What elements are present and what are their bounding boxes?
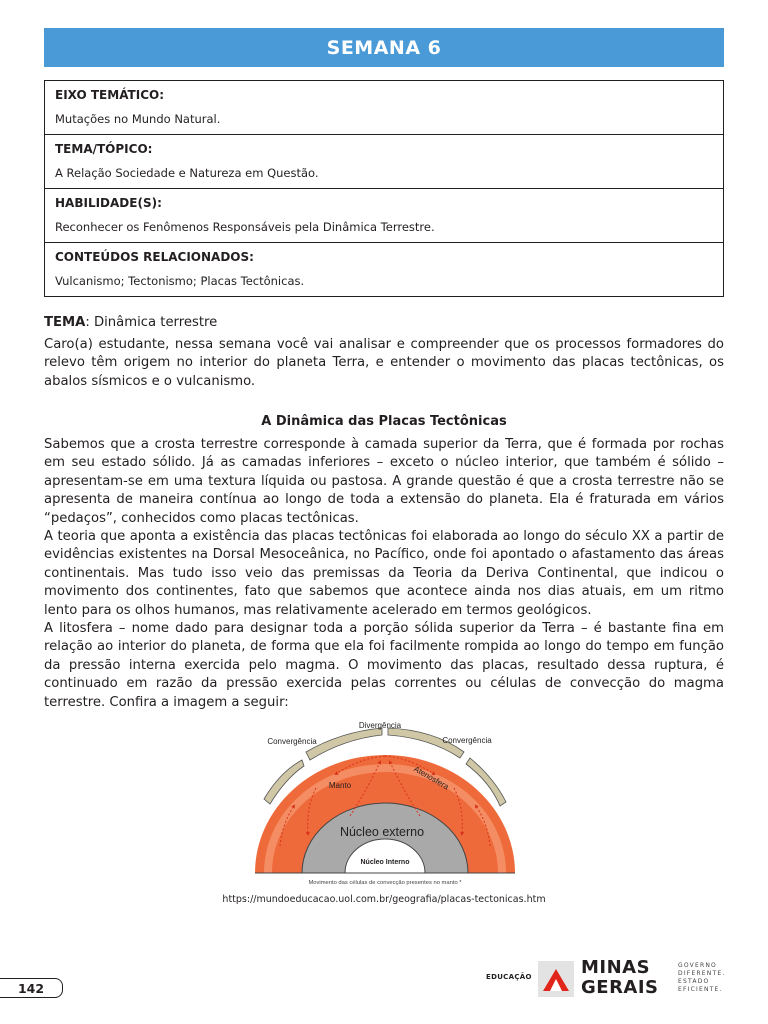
mantle-label: Manto (328, 781, 352, 790)
info-row-conteudos (45, 243, 723, 296)
inner-core-label: Núcleo Interno (360, 859, 410, 866)
left-plate-subducting (306, 728, 382, 760)
info-label: EIXO TEMÁTICO: (55, 88, 165, 102)
convergence-right-label: Convergência (442, 736, 492, 745)
minas-gerais-logo-icon (538, 961, 574, 997)
page-number (0, 978, 63, 998)
intro-paragraph: Caro(a) estudante, nessa semana você vai analisar e compreender que os processos formadores do relevo têm origem no interior do planeta Terra, e entender o movimento das placas tectônicas, os abalos sísmicos e o vulcanismo. (44, 337, 724, 389)
info-value: Reconhecer os Fenômenos Responsáveis pela Dinâmica Terrestre. (55, 220, 435, 234)
tema-label: TEMA (44, 315, 86, 330)
tagline-4: EFICIENTE. (678, 986, 723, 993)
info-value: Mutações no Mundo Natural. (55, 112, 221, 126)
tema-value: : Dinâmica terrestre (85, 315, 218, 330)
info-label: CONTEÚDOS RELACIONADOS: (55, 250, 254, 264)
info-value: A Relação Sociedade e Natureza em Questão. (55, 166, 319, 180)
tema-line (44, 314, 724, 332)
info-row-habilidades (45, 189, 723, 243)
info-label: HABILIDADE(S): (55, 196, 162, 210)
education-label: EDUCAÇÃO (486, 973, 532, 981)
info-label: TEMA/TÓPICO: (55, 142, 153, 156)
outer-core-label: Núcleo externo (339, 825, 425, 839)
logo-line-1: MINAS (581, 957, 651, 978)
week-title: SEMANA 6 (326, 36, 442, 59)
tagline-3: ESTADO (678, 978, 710, 985)
tagline-1: GOVERNO (678, 962, 717, 969)
page-number-text: 142 (17, 980, 45, 996)
triangle-icon (538, 961, 574, 997)
info-value: Vulcanismo; Tectonismo; Placas Tectônicas. (55, 274, 305, 288)
week-banner (44, 28, 724, 67)
source-url: https://mundoeducacao.uol.com.br/geografia/placas-tectonicas.htm (222, 894, 546, 905)
paragraph-lithosphere: A litosfera – nome dado para designar toda a porção sólida superior da Terra – é bastante fina em relação ao interior do planeta, de forma que ela foi facilmente rompida ao longo do tempo em função da pressão interna exercida pelo magma. O movimento das placas, resultado dessa ruptura, é continuado em razão da pressão exercida pelas correntes ou células de convecção do magma terrestre. Confira a imagem a seguir: (44, 621, 724, 710)
paragraph-crust: Sabemos que a crosta terrestre corresponde à camada superior da Terra, que é formada por rochas em seu estado sólido. Já as camadas inferiores – exceto o núcleo interior, que também é sólido – apresentam-se em uma textura líquida ou pastosa. A grande questão é que a crosta terrestre não se apresenta de maneira contínua ao longo de toda a extensão do planeta. Ela é fraturada em vários “pedaços”, conhecidos como placas tectônicas. (44, 437, 724, 526)
asthenosphere-label: Atenosfera (412, 764, 451, 792)
logo-tagline (678, 962, 725, 994)
section-title: A Dinâmica das Placas Tectônicas (261, 414, 507, 429)
info-row-tema (45, 135, 723, 189)
divergence-label: Divergência (358, 721, 402, 730)
figure-caption: Movimento das células de convecção presentes no manto * (308, 880, 462, 886)
convection-diagram (250, 716, 520, 891)
info-row-eixo (45, 81, 723, 135)
paragraph-theory: A teoria que aponta a existência das placas tectônicas foi elaborada ao longo do século XX a partir de evidências existentes na Dorsal Mesoceânica, no Pacífico, onde foi apontado o afastamento das áreas continentais. Mas tudo isso veio das premissas da Teoria da Deriva Continental, que indicou o movimento dos continentes, fato que sabemos que acontece ainda nos dias atuais, em um ritmo lento para os olhos humanos, mas relativamente acelerado em termos geológicos. (44, 529, 724, 618)
convergence-left-label: Convergência (267, 737, 317, 746)
info-table (44, 80, 724, 297)
minas-gerais-logo-text (581, 958, 659, 998)
tagline-2: DIFERENTE. (678, 970, 726, 977)
logo-line-2: GERAIS (581, 977, 659, 998)
